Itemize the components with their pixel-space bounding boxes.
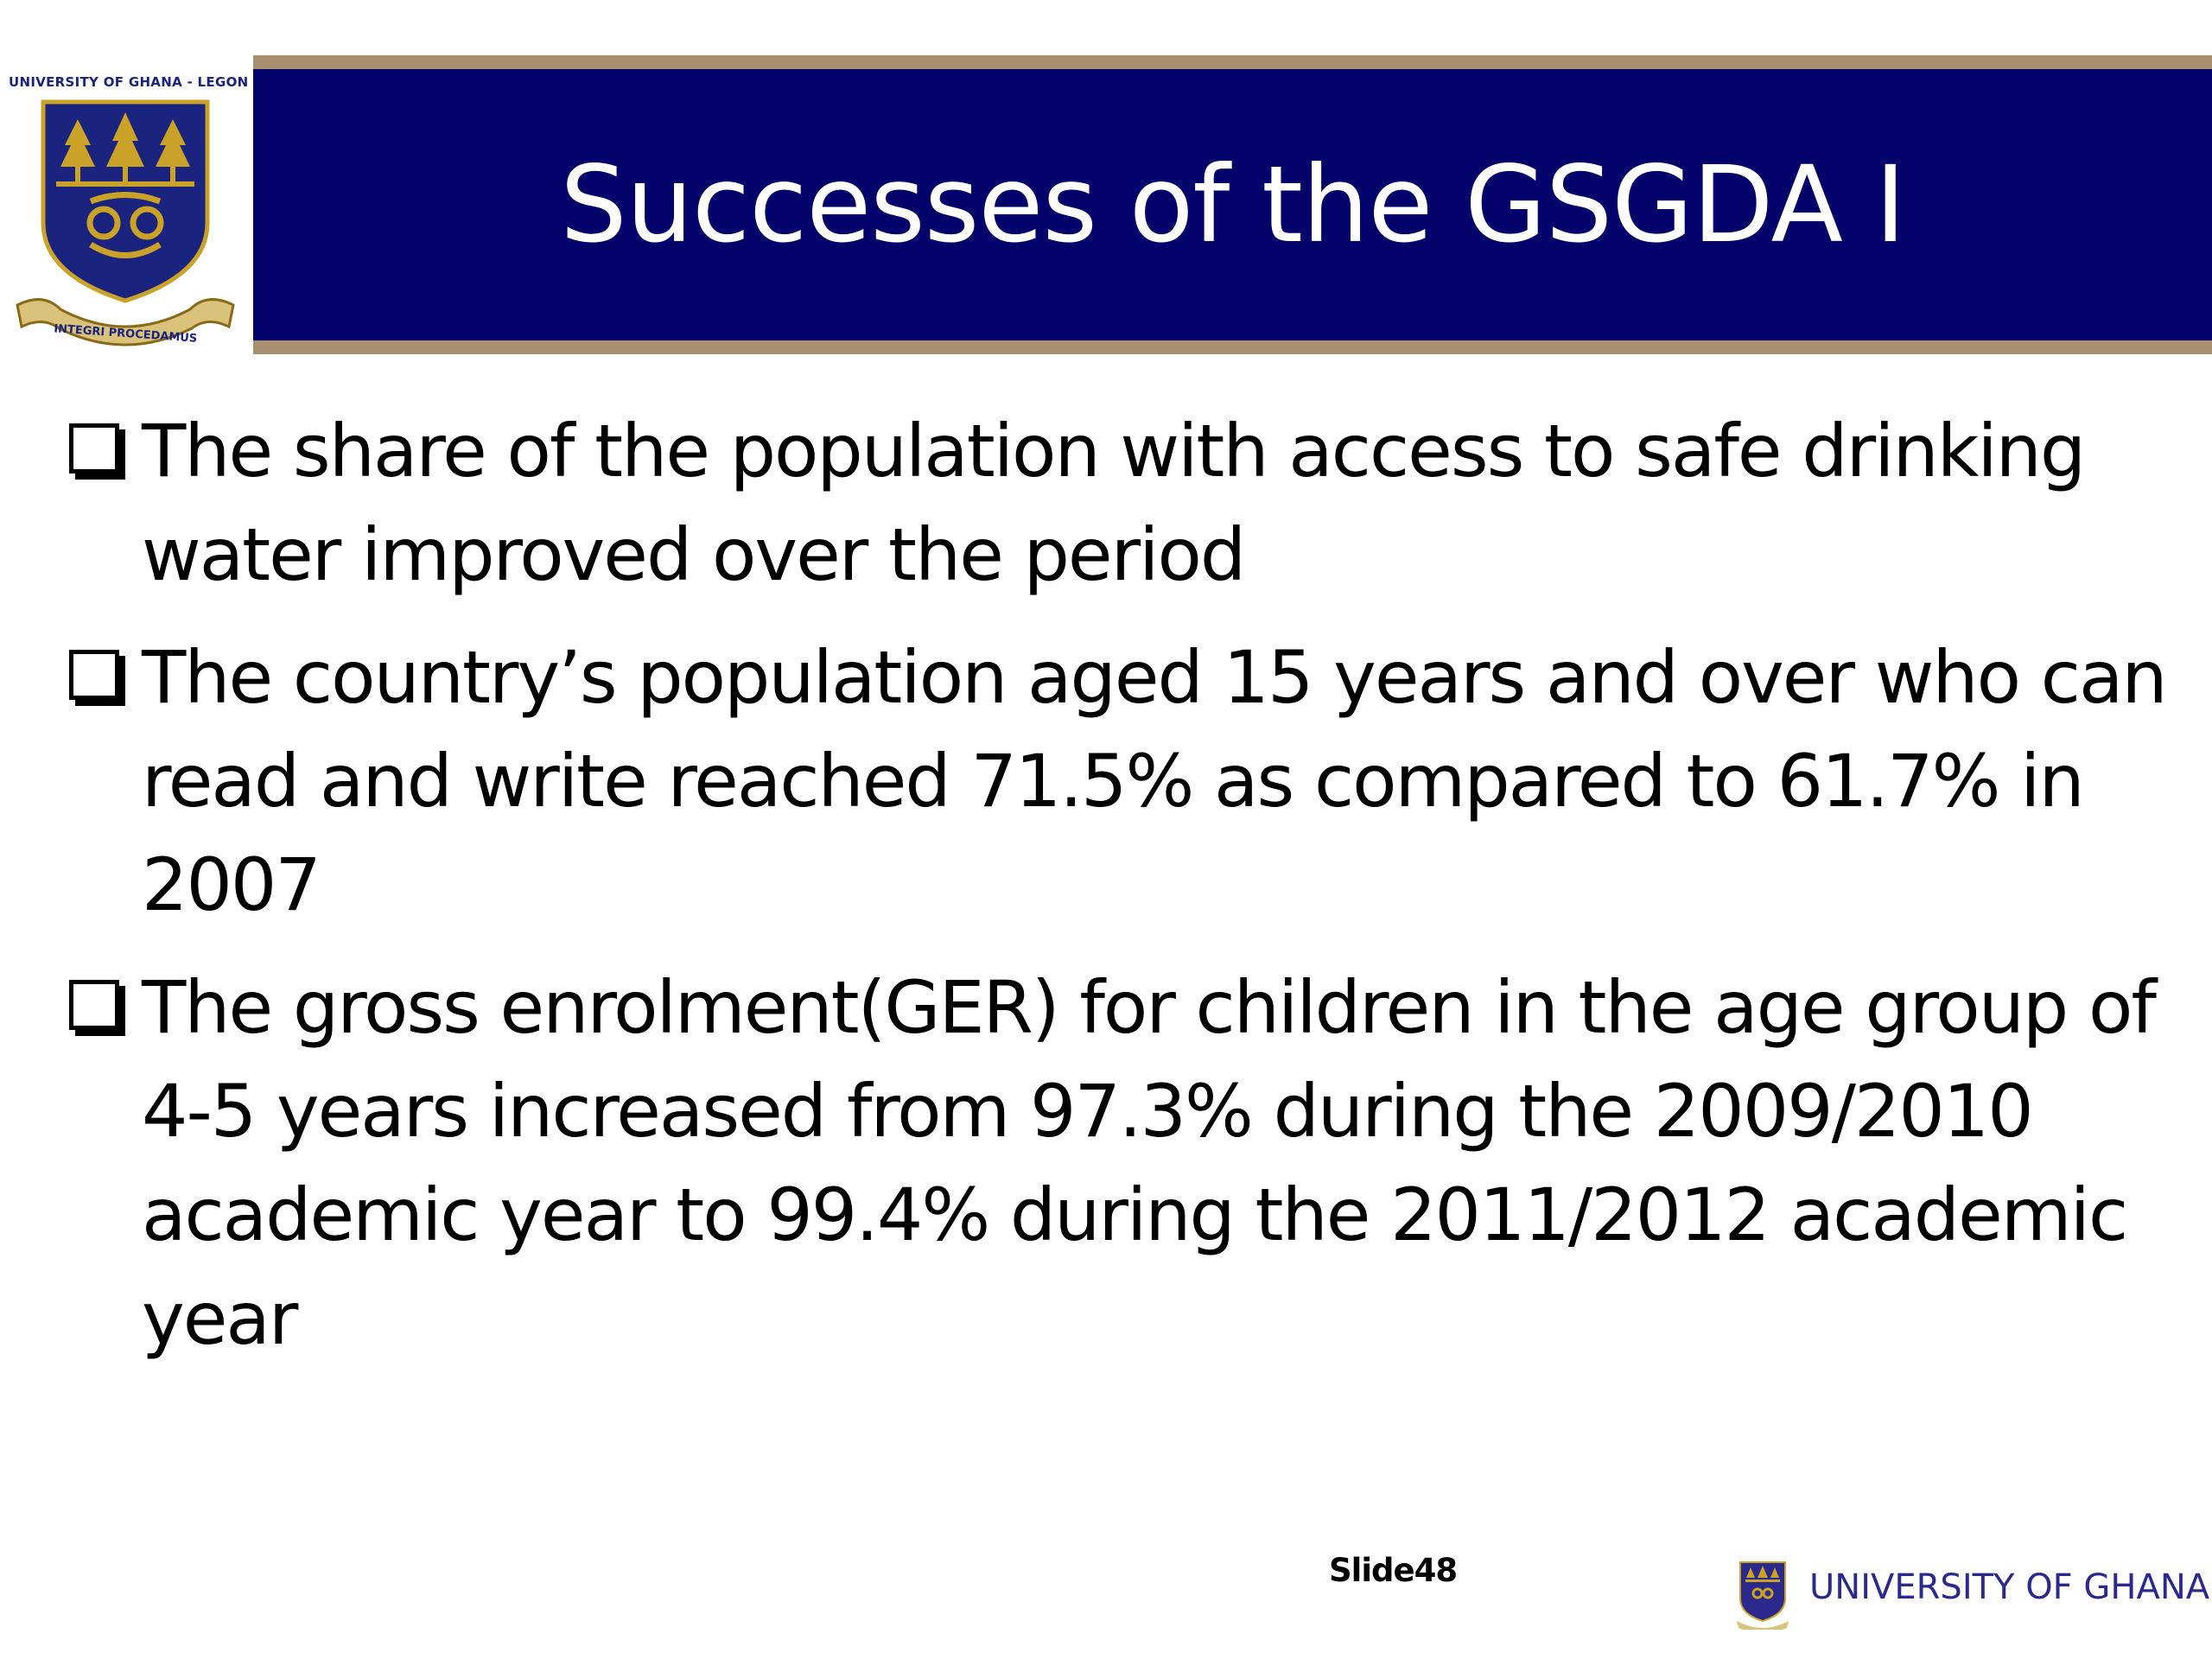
checkbox-bullet-icon (69, 423, 119, 474)
bullet-item (62, 399, 2171, 607)
slide-number: Slide48 (1329, 1552, 1458, 1589)
banner-top-border (253, 55, 2212, 69)
footer-university-name: UNIVERSITY OF GHANA (1809, 1567, 2210, 1607)
banner-bottom-border (253, 340, 2212, 354)
bullet-text: The country’s population aged 15 years and over who can read and write reached 71.5% as compared to 61.7% in 2007 (142, 635, 2166, 927)
bullet-text: The share of the population with access to safe drinking water improved over the period (142, 409, 2085, 597)
crest-header-text: UNIVERSITY OF GHANA - LEGON (9, 74, 249, 90)
university-crest (9, 74, 249, 351)
crest-emblem-icon (9, 93, 242, 353)
bullet-text: The gross enrolment(GER) for children in the age group of 4-5 years increased from 97.3% during the 2009/2010 academic year to 99.4% during the 2011/2012 academic year (142, 965, 2155, 1361)
title-banner (253, 69, 2212, 340)
checkbox-bullet-icon (69, 980, 119, 1030)
bullet-item (62, 956, 2171, 1370)
bullet-item (62, 626, 2171, 937)
checkbox-bullet-icon (69, 650, 119, 700)
crest-motto-text: INTEGRI PROCEDAMUS (53, 322, 198, 346)
bullet-list (62, 399, 2171, 1389)
slide-title: Successes of the GSGDA I (560, 143, 1905, 266)
footer-crest-icon (1735, 1559, 1790, 1630)
